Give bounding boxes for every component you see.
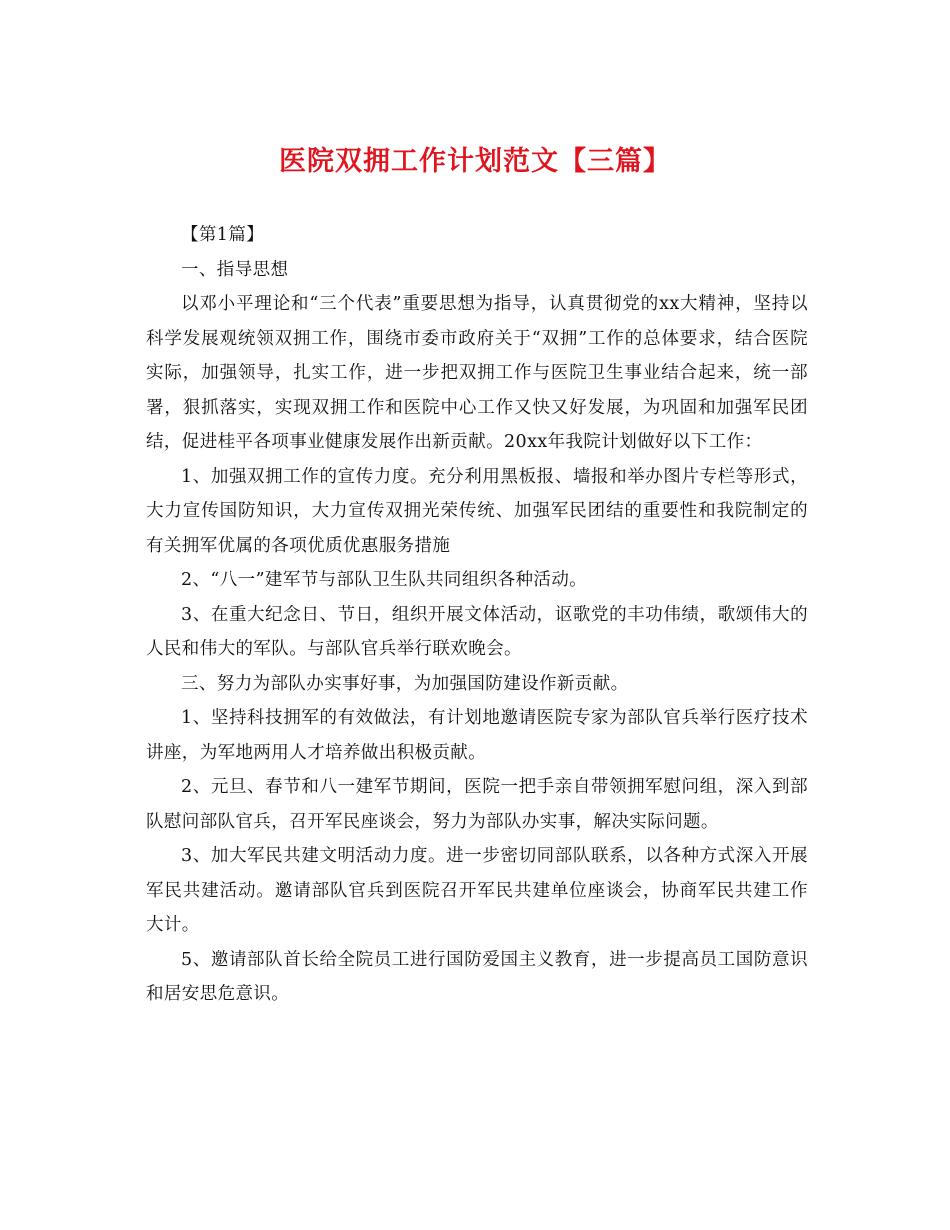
paragraph: 2、元旦、春节和八一建军节期间，医院一把手亲自带领拥军慰问组，深入到部队慰问部队官兵，召开军民座谈会，努力为部队办实事，解决实际问题。: [146, 777, 808, 832]
paragraph: 以邓小平理论和“三个代表”重要思想为指导，认真贯彻党的xx大精神，坚持以科学发展观统领双拥工作，围绕市委市政府关于“双拥”工作的总体要求，结合医院实际，加强领导，扎实工作，进一步把双拥工作与医院卫生事业结合起来，统一部署，狠抓落实，实现双拥工作和医院中心工作又快又好发展，为巩固和加强军民团结，促进桂平各项事业健康发展作出新贡献。20xx年我院计划做好以下工作：: [146, 294, 808, 452]
paragraph: 1、加强双拥工作的宣传力度。充分利用黑板报、墙报和举办图片专栏等形式，大力宣传国防知识，大力宣传双拥光荣传统、加强军民团结的重要性和我院制定的有关拥军优属的各项优质优惠服务措施: [146, 466, 808, 556]
document-body: [146, 218, 808, 1012]
paragraph: 3、加大军民共建文明活动力度。进一步密切同部队联系，以各种方式深入开展军民共建活动。邀请部队官兵到医院召开军民共建单位座谈会，协商军民共建工作大计。: [146, 846, 808, 935]
paragraph: 1、坚持科技拥军的有效做法，有计划地邀请医院专家为部队官兵举行医疗技术讲座，为军地两用人才培养做出积极贡献。: [146, 708, 808, 763]
paragraph: 2、“八一”建军节与部队卫生队共同组织各种活动。: [181, 570, 588, 590]
section-heading: 【第1篇】: [181, 225, 265, 245]
paragraph: 5、邀请部队首长给全院员工进行国防爱国主义教育，进一步提高员工国防意识和居安思危意识。: [146, 949, 808, 1004]
subheading-section-three: 三、努力为部队办实事好事，为加强国防建设作新贡献。: [181, 673, 629, 694]
document-title: 医院双拥工作计划范文【三篇】: [279, 146, 671, 177]
paragraph: 3、在重大纪念日、节日，组织开展文体活动，讴歌党的丰功伟绩，歌颂伟大的人民和伟大的军队。与部队官兵举行联欢晚会。: [146, 604, 808, 659]
subheading-guiding-thought: 一、指导思想: [181, 259, 289, 280]
